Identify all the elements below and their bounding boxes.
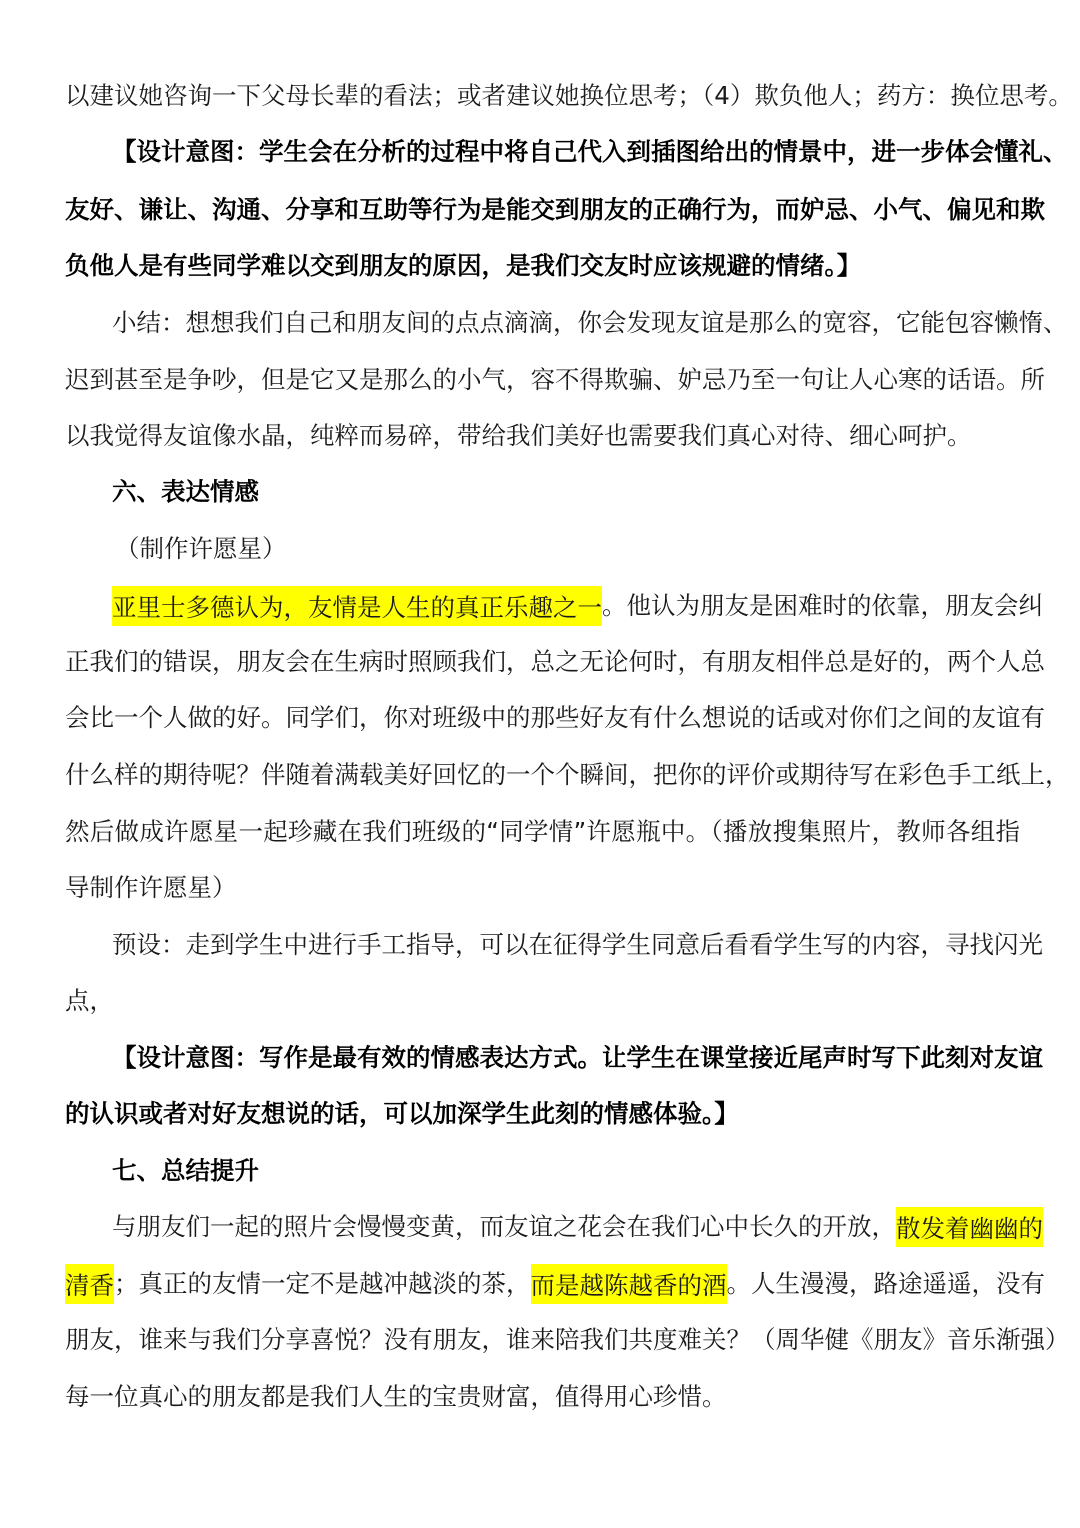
- conclusion-line: 朋友，谁来与我们分享喜悦？没有朋友，谁来陪我们共度难关？（周华健《朋友》音乐渐强）: [65, 1325, 1070, 1354]
- section-heading: 六、表达情感: [112, 477, 259, 506]
- design-intent-line: 的认识或者对好友想说的话，可以加深学生此刻的情感体验。】: [65, 1099, 739, 1128]
- preset-line: 点，: [65, 986, 114, 1015]
- design-intent-line: 【设计意图：学生会在分析的过程中将自己代入到插图给出的情景中，进一步体会懂礼、: [112, 137, 1068, 166]
- conclusion-line: [65, 1264, 1045, 1304]
- conclusion-line: [112, 1207, 1043, 1247]
- text-run: 。他认为朋友是困难时的依靠，朋友会纠: [602, 591, 1043, 620]
- highlighted-quote: 亚里士多德认为，友情是人生的真正乐趣之一: [112, 586, 602, 626]
- highlighted-phrase: 散发着幽幽的: [896, 1207, 1043, 1247]
- paragraph-line: 以建议她咨询一下父母长辈的看法；或者建议她换位思考；（4）欺负他人；药方：换位思考。: [65, 81, 1073, 110]
- paragraph-line: 正我们的错误，朋友会在生病时照顾我们，总之无论何时，有朋友相伴总是好的，两个人总: [65, 647, 1045, 676]
- design-intent-line: 友好、谦让、沟通、分享和互助等行为是能交到朋友的正确行为，而妒忌、小气、偏见和欺: [65, 195, 1045, 224]
- paragraph-line: 然后做成许愿星一起珍藏在我们班级的“同学情”许愿瓶中。（播放搜集照片，教师各组指: [65, 817, 1020, 846]
- design-intent-line: 【设计意图：写作是最有效的情感表达方式。让学生在课堂接近尾声时写下此刻对友谊: [112, 1043, 1043, 1072]
- text-run: ；真正的友情一定不是越冲越淡的茶，: [114, 1269, 531, 1298]
- text-run: 。人生漫漫，路途遥遥，没有: [726, 1269, 1045, 1298]
- summary-line: 迟到甚至是争吵，但是它又是那么的小气，容不得欺骗、妒忌乃至一句让人心寒的话语。所: [65, 365, 1045, 394]
- section-heading: 七、总结提升: [112, 1156, 259, 1185]
- paragraph-line: 什么样的期待呢？伴随着满载美好回忆的一个个瞬间，把你的评价或期待写在彩色手工纸上，: [65, 760, 1070, 789]
- text-run: 与朋友们一起的照片会慢慢变黄，而友谊之花会在我们心中长久的开放，: [112, 1212, 896, 1241]
- highlighted-phrase: 清香: [65, 1264, 114, 1304]
- preset-line: 预设：走到学生中进行手工指导，可以在征得学生同意后看看学生写的内容，寻找闪光: [112, 930, 1043, 959]
- activity-note: （制作许愿星）: [115, 534, 287, 563]
- conclusion-line: 每一位真心的朋友都是我们人生的宝贵财富，值得用心珍惜。: [65, 1382, 727, 1411]
- paragraph-line: 导制作许愿星）: [65, 873, 237, 902]
- paragraph-line: 会比一个人做的好。同学们，你对班级中的那些好友有什么想说的话或对你们之间的友谊有: [65, 703, 1045, 732]
- highlighted-phrase: 而是越陈越香的酒: [531, 1264, 727, 1304]
- summary-line: 以我觉得友谊像水晶，纯粹而易碎，带给我们美好也需要我们真心对待、细心呵护。: [65, 421, 972, 450]
- summary-line: 小结：想想我们自己和朋友间的点点滴滴，你会发现友谊是那么的宽容，它能包容懒惰、: [112, 308, 1068, 337]
- design-intent-line: 负他人是有些同学难以交到朋友的原因，是我们交友时应该规避的情绪。】: [65, 251, 862, 280]
- paragraph-line: [112, 586, 1043, 626]
